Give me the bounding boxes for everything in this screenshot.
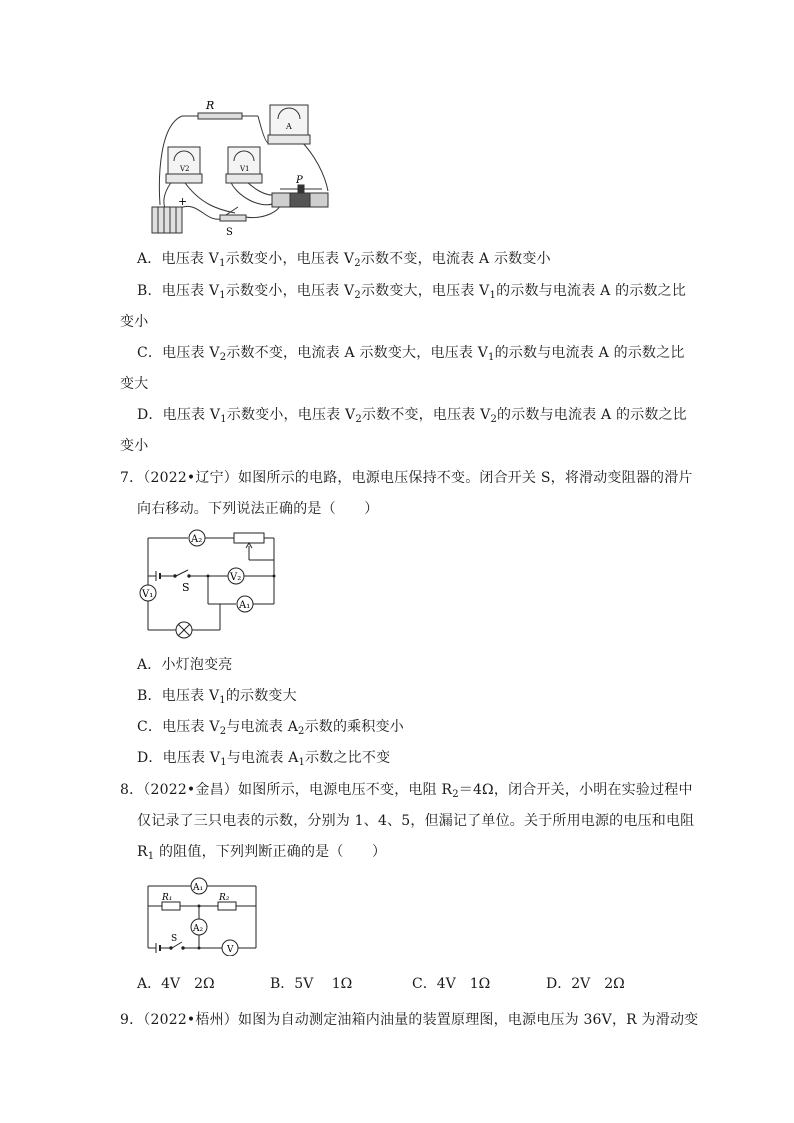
fig6-label-V1: V1 [240, 165, 250, 173]
q6-option-d-cont: 变小 [120, 438, 149, 454]
fig6-label-S: S [226, 227, 233, 238]
q7-option-a: A．小灯泡变亮 [137, 657, 233, 673]
q8-stem-line3: $R_1$ 的阻值，下列判断正确的是（ ） [137, 844, 387, 862]
q8-fig-A2: A₂ [193, 924, 204, 934]
q6-option-d: D．电压表 $V_1$示数变小，电压表 $V_2$示数不变，电压表 $V_2$的示数与电流表 A 的示数之比 [137, 407, 688, 425]
fig6-label-plus: + [178, 195, 188, 208]
q6-option-c: C．电压表 $V_2$示数不变，电流表 A 示数变大，电压表 $V_1$的示数与电流表 A 的示数之比 [137, 345, 685, 363]
q8-fig-R2: R₂ [219, 893, 230, 903]
q8-fig-R1: R₁ [162, 893, 173, 903]
fig6-label-V2: V2 [180, 165, 190, 173]
q7-stem-line2: 向右移动。下列说法正确的是（ ） [137, 501, 379, 517]
q7-option-d: D．电压表 $V_1$与电流表 $A_1$示数之比不变 [137, 750, 391, 768]
q7-circuit-figure [136, 526, 286, 642]
q6-circuit-figure [140, 95, 340, 240]
q6-option-b-cont: 变小 [120, 314, 149, 330]
q8-option-d: D．2V 2Ω [546, 976, 625, 992]
q7-option-b: B．电压表 $V_1$的示数变大 [137, 688, 297, 706]
q8-fig-A1: A₁ [193, 883, 204, 893]
q7-fig-S: S [182, 581, 190, 594]
fig6-label-R: R [206, 99, 215, 112]
q7-stem-line1: 7．（2022•辽宁）如图所示的电路，电源电压保持不变。闭合开关 S，将滑动变阻器的滑片 [120, 470, 693, 486]
q6-option-c-cont: 变大 [120, 376, 149, 392]
q7-fig-V2: V₂ [230, 572, 242, 583]
q8-circuit-figure [142, 876, 262, 956]
q8-option-a: A．4V 2Ω [137, 976, 215, 992]
q6-option-a: A．电压表 $V_1$示数变小，电压表 $V_2$示数不变，电流表 A 示数变小 [137, 251, 551, 269]
q8-fig-V: V [227, 945, 234, 955]
q7-fig-A2: A₂ [191, 534, 203, 545]
q8-stem-line1: 8．（2022•金昌）如图所示，电源电压不变，电阻 $R_2=4\Omega$，闭合开关，小明在实验过程中 [120, 782, 693, 800]
q8-stem-line2: 仅记录了三只电表的示数，分别为 1、4、5，但漏记了单位。关于所用电源的电压和电阻 [137, 813, 695, 829]
q7-option-c: C．电压表 $V_2$与电流表 $A_2$示数的乘积变小 [137, 719, 404, 737]
q7-fig-A1: A₁ [239, 600, 251, 611]
q8-option-c: C．4V 1Ω [412, 976, 491, 992]
fig6-label-P: P [296, 175, 303, 186]
fig6-label-A: A [286, 122, 292, 131]
q6-option-b: B．电压表 $V_1$示数变小，电压表 $V_2$示数变大，电压表 $V_1$的示数与电流表 A 的示数之比 [137, 283, 687, 301]
q8-option-b: B．5V 1Ω [270, 976, 353, 992]
q8-fig-S: S [171, 934, 178, 944]
q7-fig-V1: V₁ [142, 589, 154, 600]
q9-stem-line1: 9．（2022•梧州）如图为自动测定油箱内油量的装置原理图，电源电压为 36V，R 为滑动变 [120, 1012, 699, 1028]
